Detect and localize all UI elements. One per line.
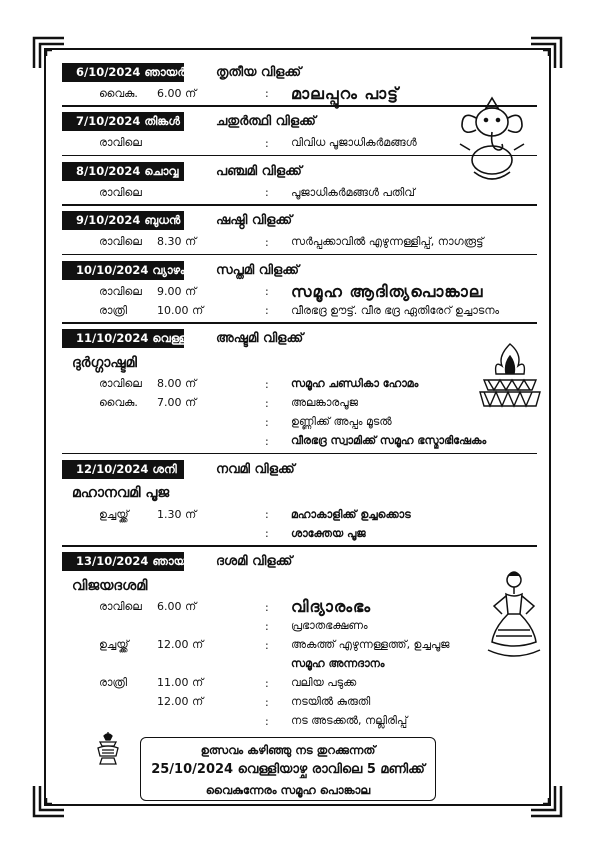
separator: :: [265, 186, 269, 199]
time-label: രാവിലെ: [99, 284, 142, 298]
separator: :: [265, 508, 269, 521]
vilakku-title: സപ്തമി വിളക്ക്: [216, 262, 299, 278]
event-row: [62, 598, 537, 617]
divider: [62, 545, 537, 547]
time: 12.00 ന്: [157, 638, 204, 651]
separator: :: [265, 415, 269, 429]
event-row: [62, 413, 537, 432]
date-badge: 12/10/2024 ശനി: [62, 460, 184, 479]
separator: :: [265, 619, 269, 633]
event-text: അലങ്കാരപൂജ: [291, 396, 358, 409]
event-row: [62, 375, 537, 394]
event-row: [62, 505, 537, 524]
corner-ornament: [529, 784, 563, 818]
separator: :: [265, 695, 269, 709]
separator: :: [265, 285, 269, 298]
event-row: [62, 301, 537, 320]
event-text: മഹാകാളിക്ക് ഉച്ചക്കൊട: [291, 507, 411, 521]
separator: :: [265, 434, 269, 448]
event-row: [62, 394, 537, 413]
time: 8.00 ന്: [157, 377, 197, 390]
divider: [62, 453, 537, 455]
separator: :: [265, 377, 269, 391]
vilakku-title: ദശമി വിളക്ക്: [216, 554, 293, 569]
separator: :: [265, 527, 269, 540]
event-text: വീരഭദ്ര ഊട്ട്. വീര ഭദ്ര ഏതിരേറ് ഉച്ചാടനം: [291, 303, 500, 317]
event-text: നട അടക്കൽ, നല്ലിരിപ്പ്: [291, 714, 408, 727]
divider: [62, 322, 537, 324]
time-label: ഉച്ചയ്ക്ക്: [99, 507, 129, 521]
event-row: [62, 432, 537, 451]
separator: :: [265, 638, 269, 652]
day-block: [62, 327, 537, 455]
day-block: [62, 457, 537, 547]
festival-subtitle: വിജയദശമി: [72, 577, 148, 594]
date-badge: 8/10/2024 ചൊവ്വ: [62, 162, 184, 181]
time: 7.00 ന്: [157, 396, 197, 409]
event-row: [62, 674, 537, 693]
event-text: വിവിധ പൂജാധികർമങ്ങൾ: [291, 136, 417, 149]
time: 8.30 ന്: [157, 235, 197, 248]
event-row: [62, 636, 537, 655]
separator: :: [265, 676, 269, 690]
day-block: [62, 550, 537, 731]
time: 6.00 ന്: [157, 600, 197, 613]
vilakku-title: ചതുർത്ഥി വിളക്ക്: [216, 114, 316, 129]
event-row: [62, 282, 537, 301]
ganesha-icon: [452, 92, 532, 188]
time: 9.00 ന്: [157, 284, 197, 298]
event-text: പ്രഭാതഭക്ഷണം: [291, 619, 368, 632]
event-row: [62, 655, 537, 674]
event-text: വിദ്യാരംഭം: [291, 597, 372, 616]
separator: :: [265, 235, 269, 249]
vilakku-title: അഷ്ടമി വിളക്ക്: [216, 331, 304, 346]
time-label: രാവിലെ: [99, 600, 142, 613]
event-text: സമൂഹ അന്നദാനം: [291, 657, 385, 670]
time-label: വൈകു.: [99, 86, 138, 100]
event-text: ശാക്തേയ പൂജ: [291, 526, 366, 540]
time-label: ഉച്ചയ്ക്ക്: [99, 638, 129, 651]
day-block: [62, 209, 537, 256]
event-row: [62, 693, 537, 712]
date-badge: 10/10/2024 വ്യാഴം: [62, 261, 184, 280]
event-row: [62, 712, 537, 731]
time-label: രാത്രി: [99, 303, 128, 317]
time-label: രാവിലെ: [99, 136, 142, 149]
separator: :: [265, 600, 269, 614]
time-label: രാവിലെ: [99, 235, 142, 248]
time-label: രാത്രി: [99, 676, 128, 689]
time: 12.00 ന്: [157, 695, 204, 708]
vilakku-title: നവമി വിളക്ക്: [216, 461, 295, 477]
time: 11.00 ന്: [157, 676, 204, 689]
time: 1.30 ന്: [157, 507, 197, 521]
event-text: വലിയ പടുക്ക: [291, 676, 357, 689]
divider: [62, 254, 537, 256]
notice-line-3: വൈകുന്നേരം സമൂഹ പൊങ്കാല: [205, 783, 371, 797]
lamp-icon: [94, 730, 122, 766]
corner-ornament: [32, 36, 66, 70]
separator: :: [265, 136, 269, 150]
notice-line-1: ഉത്സവം കഴിഞ്ഞു നട തുറക്കുന്നത്: [200, 743, 376, 757]
time-label: രാവിലെ: [99, 377, 142, 390]
time: 10.00 ന്: [157, 303, 204, 317]
corner-ornament: [32, 784, 66, 818]
festival-subtitle: ദുർഗ്ഗാഷ്ടമി: [72, 354, 137, 371]
vilakku-title: തൃതീയ വിളക്ക്: [216, 64, 302, 80]
event-text: സമൂഹ ചണ്ഡികാ ഹോമം: [291, 377, 419, 390]
time-label: രാവിലെ: [99, 185, 142, 199]
event-row: [62, 617, 537, 636]
separator: :: [265, 304, 269, 317]
date-badge: 6/10/2024 ഞായർ: [62, 63, 184, 82]
event-text: സമൂഹ ആദിത്യപൊങ്കാല: [291, 281, 484, 301]
date-badge: 13/10/2024 ഞായർ: [62, 552, 184, 571]
event-text: അകത്ത് എഴുന്നള്ളത്ത്, ഉച്ചപൂജ: [291, 638, 450, 651]
time: 6.00 ന്: [157, 86, 197, 100]
dancer-icon: [484, 568, 544, 664]
event-text: പൂജാധികർമങ്ങൾ പതിവ്: [291, 185, 415, 199]
event-text: മാലപ്പുറം പാട്ട്: [291, 83, 399, 103]
divider: [62, 204, 537, 206]
event-text: സർപ്പക്കാവിൽ എഴുന്നള്ളിപ്പ്, നാഗരൂട്ട്: [291, 235, 484, 248]
notice-line-2: 25/10/2024 വെള്ളിയാഴ്ച രാവിലെ 5 മണിക്ക്: [151, 762, 425, 777]
event-row: [62, 233, 537, 252]
vilakku-title: പഞ്ചമി വിളക്ക്: [216, 163, 302, 179]
festival-subtitle: മഹാനവമി പൂജ: [72, 485, 170, 501]
separator: :: [265, 714, 269, 728]
separator: :: [265, 396, 269, 410]
vilakku-title: ഷഷ്ഠി വിളക്ക്: [216, 213, 293, 228]
day-block: [62, 258, 537, 324]
date-badge: 11/10/2024 വെള്ളി: [62, 329, 184, 348]
event-text: ഉണ്ണിക്ക് അപ്പം മൂടൽ: [291, 415, 392, 428]
date-badge: 7/10/2024 തിങ്കൾ: [62, 112, 184, 131]
homa-fire-icon: [476, 340, 544, 412]
date-badge: 9/10/2024 ബുധൻ: [62, 211, 184, 230]
time-label: വൈകു.: [99, 396, 138, 409]
closing-notice: [140, 737, 436, 801]
event-text: നടയിൽ കുരുതി: [291, 695, 371, 708]
event-row: [62, 524, 537, 543]
separator: :: [265, 87, 269, 100]
event-text: വീരഭദ്ര സ്വാമിക്ക് സമൂഹ ഭസ്മാഭിഷേകം: [291, 434, 487, 447]
